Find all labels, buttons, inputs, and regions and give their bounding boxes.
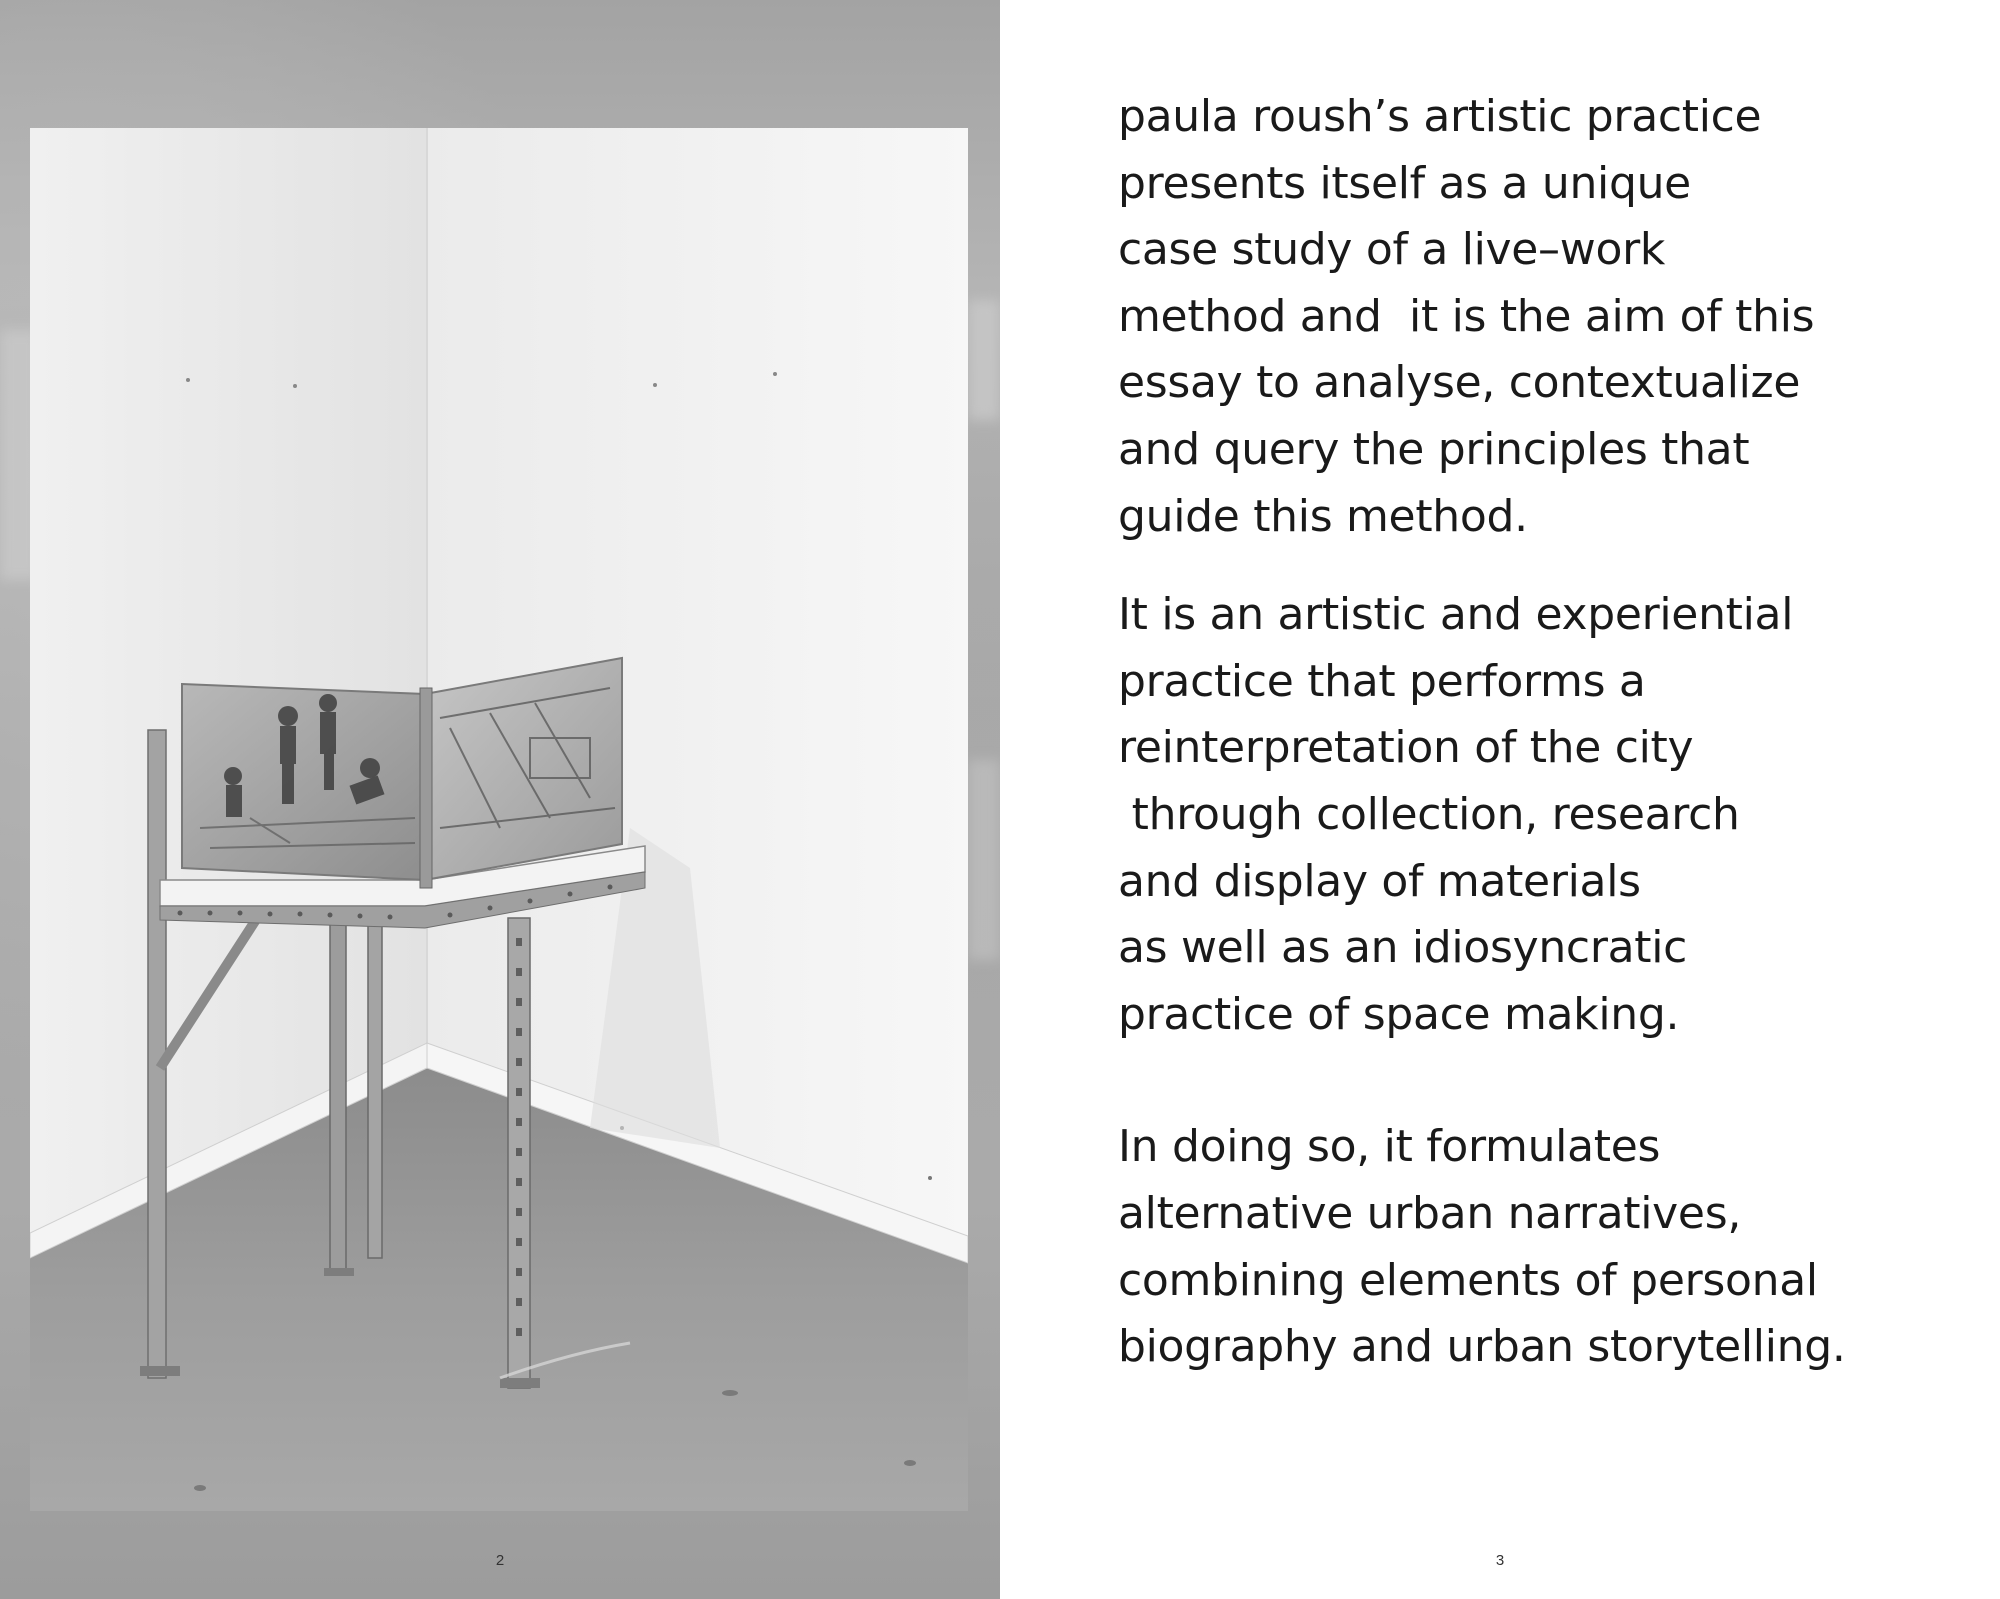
photo-illustration	[30, 128, 968, 1511]
essay-paragraph	[1118, 84, 1978, 550]
text-line: guide this method.	[1118, 490, 1528, 542]
text-line: It is an artistic and experiential	[1118, 589, 1794, 641]
essay-text	[1118, 84, 1978, 1381]
text-line: and query the principles that	[1118, 423, 1750, 475]
page-number-right: 3	[1495, 1552, 1505, 1569]
text-line: paula roush’s artistic practice	[1118, 91, 1762, 142]
exhibition-photo	[30, 128, 968, 1511]
text-line: through collection, research	[1118, 788, 1740, 840]
text-line: as well as an idiosyncratic	[1118, 922, 1688, 974]
background-blur-strip	[968, 300, 1000, 420]
page-number-left: 2	[495, 1552, 505, 1569]
text-line: essay to analyse, contextualize	[1118, 357, 1801, 409]
text-line: biography and urban storytelling.	[1118, 1321, 1846, 1373]
text-line: In doing so, it formulates	[1118, 1121, 1661, 1173]
background-blur-strip	[968, 760, 1000, 960]
essay-paragraph	[1118, 582, 1978, 1048]
text-line: and display of materials	[1118, 855, 1641, 907]
text-line: practice that performs a	[1118, 655, 1646, 707]
right-page	[1000, 0, 2000, 1599]
text-line: presents itself as a unique	[1118, 157, 1691, 209]
essay-paragraph	[1118, 1114, 1978, 1380]
text-line: alternative urban narratives,	[1118, 1187, 1742, 1239]
text-line: practice of space making.	[1118, 988, 1680, 1040]
text-line: case study of a live–work	[1118, 224, 1666, 276]
display-panel-left	[182, 684, 425, 880]
table-leg	[330, 908, 346, 1274]
text-line: reinterpretation of the city	[1118, 722, 1694, 774]
text-line: combining elements of personal	[1118, 1254, 1818, 1306]
text-line: method and it is the aim of this	[1118, 290, 1815, 342]
table-leg	[368, 918, 382, 1258]
